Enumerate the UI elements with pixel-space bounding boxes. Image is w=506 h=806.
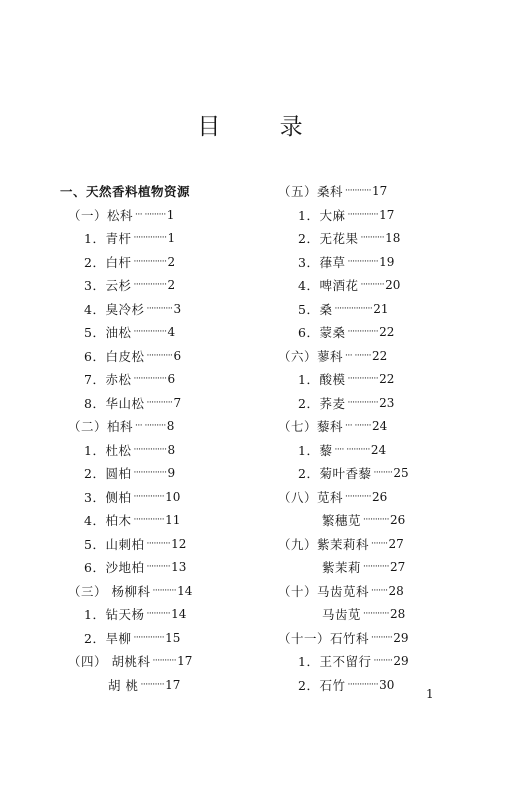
toc-entry-page: 17 bbox=[372, 184, 388, 198]
toc-entry-label: （八）苋科 bbox=[278, 489, 344, 505]
toc-entry-page: 2 bbox=[167, 254, 176, 269]
toc-entry bbox=[274, 298, 434, 322]
toc-leader-dots: ················ bbox=[334, 303, 373, 314]
toc-entry-label: （十一）石竹科 bbox=[278, 630, 370, 646]
toc-entry bbox=[60, 251, 260, 275]
toc-leader-dots: ··········· bbox=[345, 186, 371, 196]
toc-entry bbox=[60, 180, 260, 204]
toc-leader-dots: ··········· bbox=[363, 562, 389, 572]
toc-leader-dots: ··· ········· bbox=[135, 421, 166, 431]
toc-leader-dots: ·············· bbox=[133, 256, 167, 267]
toc-entry-page: 14 bbox=[171, 607, 187, 621]
toc-entry-page: 6 bbox=[173, 348, 182, 363]
toc-entry-page: 27 bbox=[390, 560, 406, 574]
toc-entry-page: 2 bbox=[167, 278, 176, 292]
toc-entry bbox=[60, 439, 260, 463]
toc-entry-label: 紫茉莉 bbox=[322, 560, 362, 575]
toc-leader-dots: ··········· bbox=[146, 350, 173, 361]
toc-entry-page: 8 bbox=[166, 419, 175, 433]
toc-entry bbox=[60, 462, 260, 486]
toc-leader-dots: ········ bbox=[373, 656, 393, 666]
toc-entry-label: 3．侧柏 bbox=[84, 489, 132, 505]
toc-entry-label: 2．白杆 bbox=[84, 254, 132, 270]
toc-entry bbox=[274, 274, 434, 298]
toc-entry bbox=[274, 556, 434, 580]
toc-entry-label: 1．藜 bbox=[298, 442, 333, 458]
toc-entry bbox=[274, 368, 434, 392]
toc-entry-page: 22 bbox=[379, 372, 395, 386]
toc-entry-page: 10 bbox=[165, 489, 181, 504]
toc-entry-label: （七）藜科 bbox=[278, 419, 344, 434]
toc-leader-dots: ··········· bbox=[146, 397, 173, 408]
toc-entry bbox=[274, 650, 434, 674]
toc-entry-label: （一）松科 bbox=[68, 207, 134, 223]
toc-leader-dots: ·············· bbox=[133, 444, 167, 455]
toc-entry bbox=[274, 251, 434, 275]
toc-leader-dots: ······· bbox=[371, 585, 388, 596]
toc-entry-label: （二）柏科 bbox=[68, 419, 134, 434]
toc-entry-page: 17 bbox=[177, 654, 193, 668]
page-title: 目 录 bbox=[197, 114, 329, 140]
toc-entry-label: 2．菊叶香藜 bbox=[298, 466, 372, 481]
toc-entry bbox=[60, 533, 260, 557]
toc-entry-label: （五）桑科 bbox=[278, 184, 344, 199]
toc-entry bbox=[60, 321, 260, 345]
toc-entry-page: 17 bbox=[165, 677, 181, 692]
toc-leader-dots: ··· ········· bbox=[135, 209, 166, 220]
toc-entry-label: 2．圆柏 bbox=[84, 466, 132, 481]
toc-entry-page: 28 bbox=[388, 583, 404, 598]
toc-entry-label: 6．沙地柏 bbox=[84, 560, 145, 575]
toc-leader-dots: ·········· bbox=[360, 233, 385, 243]
toc-entry-label: 4．柏木 bbox=[84, 513, 132, 528]
toc-left-column bbox=[60, 180, 260, 697]
toc-entry-label: 一、天然香料植物资源 bbox=[60, 184, 191, 199]
toc-entry bbox=[274, 674, 434, 698]
toc-entry-page: 24 bbox=[370, 442, 387, 457]
toc-entry-page: 21 bbox=[373, 301, 389, 316]
toc-entry-page: 29 bbox=[393, 630, 409, 645]
toc-entry-page: 19 bbox=[379, 254, 395, 269]
toc-entry-label: 3．葎草 bbox=[298, 254, 346, 270]
toc-entry bbox=[274, 580, 434, 604]
toc-entry-label: 5．山刺柏 bbox=[84, 536, 145, 552]
toc-entry-label: 1．钻天杨 bbox=[84, 607, 145, 622]
toc-entry-label: 1．王不留行 bbox=[298, 654, 372, 669]
toc-leader-dots: ·········· bbox=[140, 679, 165, 690]
toc-entry-page: 26 bbox=[372, 489, 388, 504]
toc-entry bbox=[60, 674, 260, 698]
toc-entry bbox=[274, 415, 434, 439]
toc-leader-dots: ············· bbox=[347, 397, 379, 408]
toc-leader-dots: ············· bbox=[347, 327, 379, 337]
toc-entry-label: 5．桑 bbox=[298, 301, 333, 317]
toc-entry-page: 25 bbox=[393, 466, 409, 480]
toc-entry-page: 27 bbox=[388, 536, 404, 551]
toc-leader-dots: ·············· bbox=[133, 280, 167, 290]
toc-leader-dots: ·········· bbox=[152, 585, 177, 596]
toc-entry-page: 1 bbox=[166, 207, 175, 222]
toc-entry-label: （四） 胡桃科 bbox=[68, 654, 151, 669]
toc-entry-label: 2．石竹 bbox=[298, 677, 346, 693]
toc-entry bbox=[60, 345, 260, 369]
toc-entry bbox=[60, 392, 260, 416]
toc-entry-label: 8．华山松 bbox=[84, 395, 145, 411]
toc-entry-page: 8 bbox=[167, 442, 176, 457]
toc-leader-dots: ··········· bbox=[363, 609, 389, 619]
toc-leader-dots: ············· bbox=[347, 374, 379, 384]
toc-entry-page: 14 bbox=[177, 583, 193, 598]
toc-entry-page: 22 bbox=[379, 325, 395, 339]
toc-entry bbox=[60, 415, 260, 439]
toc-entry-page: 9 bbox=[167, 466, 176, 480]
toc-entry-label: 4．啤酒花 bbox=[298, 278, 359, 293]
toc-entry-page: 23 bbox=[379, 395, 395, 410]
toc-leader-dots: ·········· bbox=[360, 280, 385, 290]
toc-entry bbox=[60, 227, 260, 251]
toc-entry-label: 3．云杉 bbox=[84, 278, 132, 293]
toc-entry-label: （六）蓼科 bbox=[278, 348, 344, 364]
page-number: 1 bbox=[426, 687, 434, 701]
toc-entry bbox=[60, 486, 260, 510]
toc-entry-page: 30 bbox=[379, 677, 395, 692]
toc-entry bbox=[60, 627, 260, 651]
toc-entry-label: 4．臭冷杉 bbox=[84, 301, 145, 317]
toc-entry bbox=[274, 392, 434, 416]
toc-entry-page: 4 bbox=[167, 325, 176, 339]
toc-leader-dots: ··· ······· bbox=[345, 350, 371, 361]
toc-entry-label: 6．蒙桑 bbox=[298, 325, 346, 340]
toc-entry-label: 2．无花果 bbox=[298, 231, 359, 246]
toc-entry bbox=[274, 533, 434, 557]
toc-entry-label: 1．杜松 bbox=[84, 442, 132, 458]
toc-entry-page: 26 bbox=[390, 513, 406, 527]
toc-right-column bbox=[274, 180, 434, 697]
toc-entry-page: 7 bbox=[173, 395, 182, 410]
toc-leader-dots: ·············· bbox=[133, 327, 167, 337]
toc-entry bbox=[274, 321, 434, 345]
toc-entry-page: 20 bbox=[385, 278, 401, 292]
toc-entry-page: 3 bbox=[173, 301, 182, 316]
toc-leader-dots: ·············· bbox=[133, 468, 167, 478]
toc-entry-label: 1．青杆 bbox=[84, 231, 132, 246]
toc-leader-dots: ·············· bbox=[133, 374, 167, 384]
toc-entry-label: 繁穗苋 bbox=[322, 513, 362, 528]
toc-leader-dots: ·········· bbox=[146, 562, 171, 572]
toc-entry bbox=[274, 462, 434, 486]
toc-entry-page: 29 bbox=[393, 654, 409, 668]
toc-entry bbox=[60, 368, 260, 392]
toc-entry-page: 12 bbox=[171, 536, 187, 551]
toc-entry bbox=[60, 204, 260, 228]
toc-leader-dots: ············· bbox=[347, 209, 379, 220]
toc-leader-dots: ·········· bbox=[146, 609, 171, 619]
toc-entry-label: （十）马齿苋科 bbox=[278, 583, 370, 599]
toc-entry-page: 15 bbox=[165, 630, 181, 645]
toc-entry bbox=[60, 274, 260, 298]
toc-entry-label: 2．旱柳 bbox=[84, 630, 132, 646]
toc-leader-dots: ···· ·········· bbox=[334, 444, 370, 455]
toc-entry bbox=[274, 439, 434, 463]
toc-leader-dots: ·········· bbox=[146, 538, 171, 549]
toc-leader-dots: ··········· bbox=[363, 515, 389, 525]
toc-entry-label: 5．油松 bbox=[84, 325, 132, 340]
toc-entry bbox=[60, 650, 260, 674]
toc-leader-dots: ············· bbox=[347, 256, 379, 267]
toc-leader-dots: ········· bbox=[371, 632, 393, 643]
toc-leader-dots: ············· bbox=[347, 679, 379, 690]
toc-entry bbox=[60, 603, 260, 627]
toc-leader-dots: ············· bbox=[133, 632, 165, 643]
toc-entry bbox=[274, 603, 434, 627]
toc-entry-page: 22 bbox=[372, 348, 388, 363]
toc-entry-page: 1 bbox=[167, 231, 176, 245]
toc-entry bbox=[274, 627, 434, 651]
toc-leader-dots: ··· ······· bbox=[345, 421, 371, 431]
toc-entry-label: 1．酸模 bbox=[298, 372, 346, 387]
toc-leader-dots: ······· bbox=[371, 538, 388, 549]
toc-entry-page: 18 bbox=[385, 231, 401, 245]
toc-leader-dots: ·············· bbox=[133, 233, 167, 243]
toc-entry-page: 28 bbox=[390, 607, 406, 621]
toc-entry bbox=[274, 509, 434, 533]
toc-entry bbox=[274, 180, 434, 204]
toc-entry bbox=[60, 556, 260, 580]
toc-entry-label: （九）紫茉莉科 bbox=[278, 536, 370, 552]
toc-entry bbox=[60, 298, 260, 322]
toc-entry bbox=[60, 580, 260, 604]
toc-entry-label: 2．荞麦 bbox=[298, 395, 346, 411]
toc-entry bbox=[274, 227, 434, 251]
toc-entry-label: 胡 桃 bbox=[108, 677, 139, 693]
toc-entry-page: 13 bbox=[171, 560, 187, 574]
toc-entry-label: 6．白皮松 bbox=[84, 348, 145, 364]
toc-leader-dots: ········ bbox=[373, 468, 393, 478]
toc-entry-page: 11 bbox=[165, 513, 181, 527]
toc-leader-dots: ··········· bbox=[146, 303, 173, 314]
toc-entry-label: 马齿苋 bbox=[322, 607, 362, 622]
toc-leader-dots: ············· bbox=[133, 491, 165, 502]
toc-entry-label: 1．大麻 bbox=[298, 207, 346, 223]
toc-entry bbox=[60, 509, 260, 533]
toc-entry-label: （三） 杨柳科 bbox=[68, 583, 151, 599]
toc-entry bbox=[274, 345, 434, 369]
toc-entry-page: 24 bbox=[372, 419, 388, 433]
toc-entry-page: 17 bbox=[379, 207, 395, 222]
toc-leader-dots: ·········· bbox=[152, 656, 177, 666]
toc-leader-dots: ··········· bbox=[345, 491, 371, 502]
toc-entry bbox=[274, 486, 434, 510]
toc-entry-label: 7．赤松 bbox=[84, 372, 132, 387]
toc-leader-dots: ············· bbox=[133, 515, 165, 525]
toc-entry-page: 6 bbox=[167, 372, 176, 386]
toc-entry bbox=[274, 204, 434, 228]
